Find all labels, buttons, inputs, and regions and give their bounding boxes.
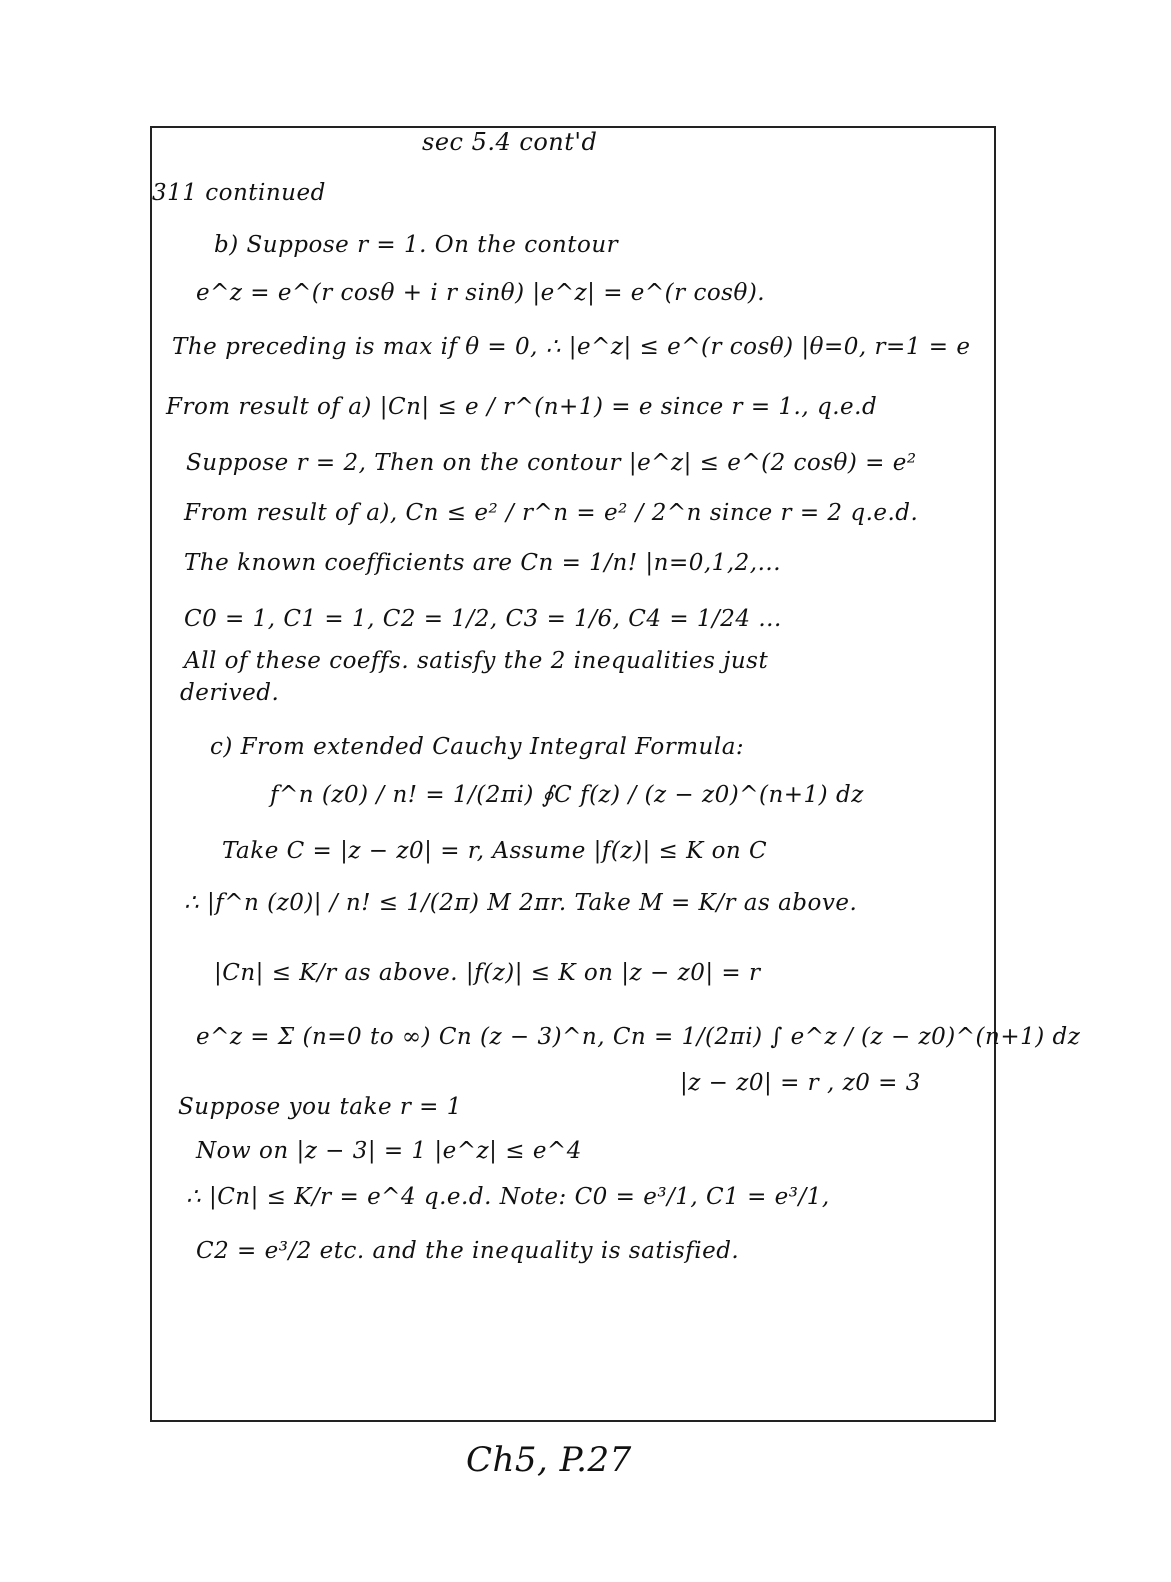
handwritten-line: derived. [180, 680, 280, 706]
handwritten-line: c) From extended Cauchy Integral Formula: [210, 734, 745, 760]
handwritten-line: |Cn| ≤ K/r as above. |f(z)| ≤ K on |z − z0| = r [214, 960, 761, 986]
handwritten-line: Take C = |z − z0| = r, Assume |f(z)| ≤ K on C [222, 838, 768, 864]
handwritten-line: Suppose r = 2, Then on the contour |e^z| ≤ e^(2 cosθ) = e² [186, 450, 917, 476]
handwritten-line: b) Suppose r = 1. On the contour [214, 232, 619, 258]
handwritten-line: Now on |z − 3| = 1 |e^z| ≤ e^4 [196, 1138, 582, 1164]
handwritten-line: C2 = e³/2 etc. and the inequality is satisfied. [196, 1238, 740, 1264]
handwritten-line: |z − z0| = r , z0 = 3 [680, 1070, 921, 1096]
handwritten-line: The known coefficients are Cn = 1/n! |n=0,1,2,... [184, 550, 782, 576]
handwritten-line: e^z = Σ (n=0 to ∞) Cn (z − 3)^n, Cn = 1/(2πi) ∫ e^z / (z − z0)^(n+1) dz [196, 1024, 1081, 1050]
handwritten-line: All of these coeffs. satisfy the 2 inequalities just [184, 648, 769, 674]
page-border [150, 126, 996, 1422]
handwritten-line: Suppose you take r = 1 [178, 1094, 462, 1120]
handwritten-line: ∴ |f^n (z0)| / n! ≤ 1/(2π) M 2πr. Take M = K/r as above. [184, 890, 858, 916]
handwritten-line: e^z = e^(r cosθ + i r sinθ) |e^z| = e^(r cosθ). [196, 280, 766, 306]
page-footer: Ch5, P.27 [466, 1440, 632, 1480]
handwritten-line: The preceding is max if θ = 0, ∴ |e^z| ≤ e^(r cosθ) |θ=0, r=1 = e [172, 334, 971, 360]
handwritten-line: From result of a), Cn ≤ e² / r^n = e² / 2^n since r = 2 q.e.d. [184, 500, 919, 526]
problem-heading: 311 continued [152, 180, 326, 206]
page-header: sec 5.4 cont'd [422, 128, 598, 156]
handwritten-line: From result of a) |Cn| ≤ e / r^(n+1) = e since r = 1., q.e.d [166, 394, 878, 420]
handwritten-line: f^n (z0) / n! = 1/(2πi) ∮C f(z) / (z − z0)^(n+1) dz [270, 782, 864, 808]
handwritten-line: C0 = 1, C1 = 1, C2 = 1/2, C3 = 1/6, C4 = 1/24 ... [184, 606, 782, 632]
handwritten-line: ∴ |Cn| ≤ K/r = e^4 q.e.d. Note: C0 = e³/1, C1 = e³/1, [186, 1184, 830, 1210]
